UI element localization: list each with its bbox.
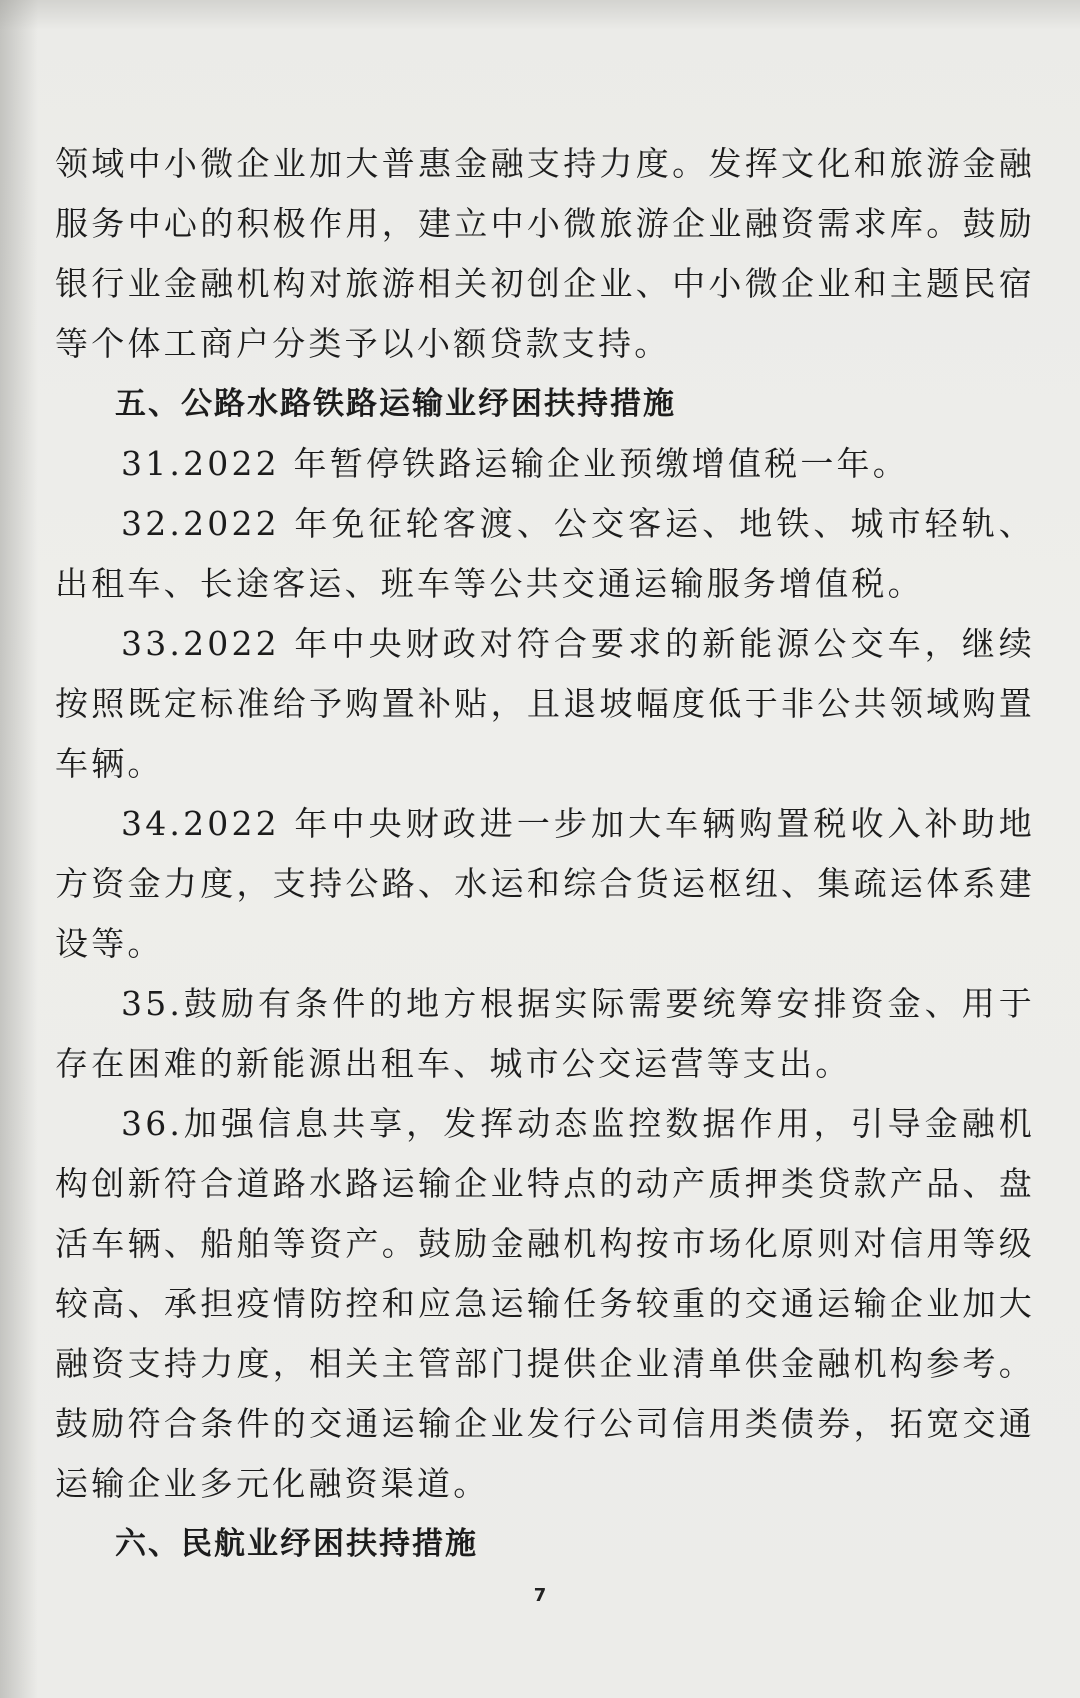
page-edge-shadow xyxy=(0,0,38,1698)
page-top-shadow xyxy=(0,0,1080,30)
item-31: 31.2022 年暂停铁路运输企业预缴增值税一年。 xyxy=(121,444,909,483)
item-36: 36.加强信息共享，发挥动态监控数据作用，引导金融机构创新符合道路水路运输企业特点的动产质押类贷款产品、盘活车辆、船舶等资产。鼓励金融机构按市场化原则对信用等级较高、承担疫情防控和应急运输任务较重的交通运输企业加大融资支持力度，相关主管部门提供企业清单供金融机构参考。鼓励符合条件的交通运输企业发行公司信用类债券，拓宽交通运输企业多元化融资渠道。 xyxy=(55,1104,1035,1503)
intro-paragraph: 领域中小微企业加大普惠金融支持力度。发挥文化和旅游金融服务中心的积极作用，建立中小微旅游企业融资需求库。鼓励银行业金融机构对旅游相关初创企业、中小微企业和主题民宿等个体工商户分类予以小额贷款支持。 xyxy=(55,144,1035,363)
item-33: 33.2022 年中央财政对符合要求的新能源公交车，继续按照既定标准给予购置补贴，且退坡幅度低于非公共领域购置车辆。 xyxy=(55,624,1035,783)
item-34: 34.2022 年中央财政进一步加大车辆购置税收入补助地方资金力度，支持公路、水运和综合货运枢纽、集疏运体系建设等。 xyxy=(55,804,1035,963)
page-number: 7 xyxy=(533,1585,547,1606)
item-32: 32.2022 年免征轮客渡、公交客运、地铁、城市轻轨、出租车、长途客运、班车等公共交通运输服务增值税。 xyxy=(55,504,1035,603)
page-body xyxy=(55,134,1035,1574)
section-heading-5: 五、公路水路铁路运输业纾困扶持措施 xyxy=(115,386,676,422)
item-35: 35.鼓励有条件的地方根据实际需要统筹安排资金、用于存在困难的新能源出租车、城市公交运营等支出。 xyxy=(55,984,1035,1083)
section-heading-6: 六、民航业纾困扶持措施 xyxy=(115,1526,478,1562)
